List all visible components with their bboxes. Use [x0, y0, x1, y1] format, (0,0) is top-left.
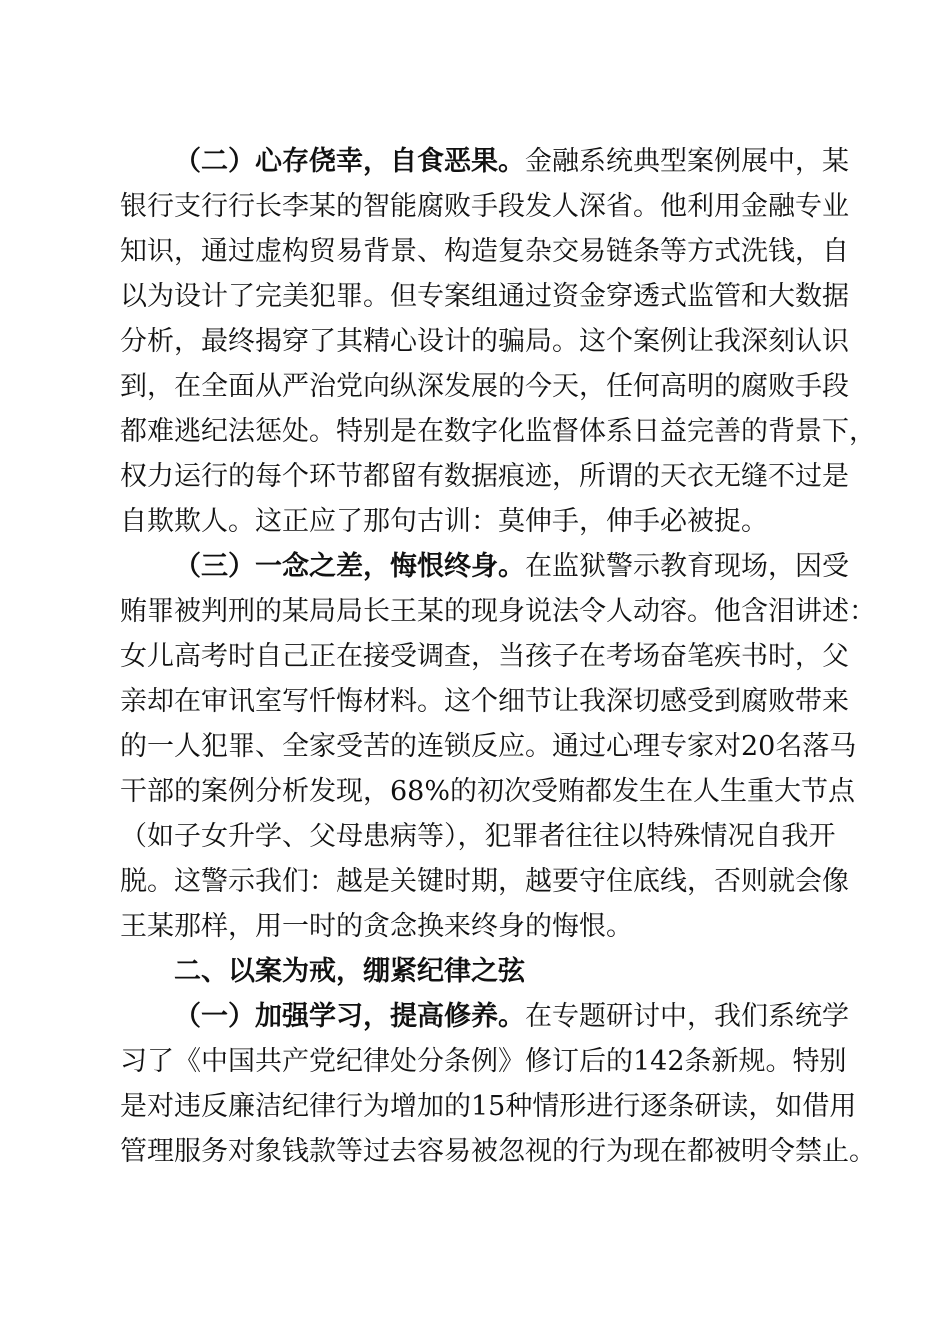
paragraph-1-line-1: [174, 140, 849, 184]
paragraph-3-line-3: 是对违反廉洁纪律行为增加的15种情形进行逐条研读，如借用: [120, 1091, 857, 1122]
section-title: [174, 950, 835, 994]
paragraph-1-line-7: 都难逃纪法惩处。特别是在数字化监督体系日益完善的背景下，: [120, 416, 876, 447]
paragraph-2-line-8: 脱。这警示我们：越是关键时期，越要守住底线，否则就会像: [120, 866, 849, 897]
paragraph-3-line-2: 习了《中国共产党纪律处分条例》修订后的142条新规。特别: [120, 1046, 847, 1077]
paragraph-3-line-4: 管理服务对象钱款等过去容易被忽视的行为现在都被明令禁止。: [120, 1136, 876, 1167]
paragraph-2-line-5: 的一人犯罪、全家受苦的连锁反应。通过心理专家对20名落马: [120, 731, 857, 762]
paragraph-3-heading: （一）加强学习，提高修养。: [174, 1001, 525, 1032]
paragraph-1-line-6: 到，在全面从严治党向纵深发展的今天，任何高明的腐败手段: [120, 371, 849, 402]
paragraph-1-text: 金融系统典型案例展中，某: [525, 146, 849, 177]
paragraph-1-heading: （二）心存侥幸，自食恶果。: [174, 146, 525, 177]
paragraph-2-line-1: [174, 545, 849, 589]
paragraph-2-line-6: 干部的案例分析发现，68%的初次受贿都发生在人生重大节点: [120, 776, 856, 807]
paragraph-1-line-5: 分析，最终揭穿了其精心设计的骗局。这个案例让我深刻认识: [120, 326, 849, 357]
paragraph-2-text: 在监狱警示教育现场，因受: [525, 551, 849, 582]
paragraph-1-line-4: 以为设计了完美犯罪。但专案组通过资金穿透式监管和大数据: [120, 281, 849, 312]
paragraph-1-line-3: 知识，通过虚构贸易背景、构造复杂交易链条等方式洗钱，自: [120, 236, 849, 267]
paragraph-1-line-9: 自欺欺人。这正应了那句古训：莫伸手，伸手必被捉。: [120, 506, 768, 537]
paragraph-2-line-2: 贿罪被判刑的某局局长王某的现身说法令人动容。他含泪讲述：: [120, 596, 876, 627]
paragraph-2-line-4: 亲却在审讯室写忏悔材料。这个细节让我深切感受到腐败带来: [120, 686, 849, 717]
paragraph-1-line-2: 银行支行行长李某的智能腐败手段发人深省。他利用金融专业: [120, 191, 849, 222]
paragraph-3-text: 在专题研讨中，我们系统学: [525, 1001, 849, 1032]
paragraph-2-line-3: 女儿高考时自己正在接受调查，当孩子在考场奋笔疾书时，父: [120, 641, 849, 672]
paragraph-2-line-9: 王某那样，用一时的贪念换来终身的悔恨。: [120, 911, 633, 942]
paragraph-2-line-7: （如子女升学、父母患病等），犯罪者往往以特殊情况自我开: [120, 821, 836, 852]
paragraph-2-heading: （三）一念之差，悔恨终身。: [174, 551, 525, 582]
paragraph-3-line-1: [174, 995, 849, 1039]
paragraph-1-line-8: 权力运行的每个环节都留有数据痕迹，所谓的天衣无缝不过是: [120, 461, 849, 492]
section-title-text: 二、以案为戒，绷紧纪律之弦: [174, 956, 525, 987]
